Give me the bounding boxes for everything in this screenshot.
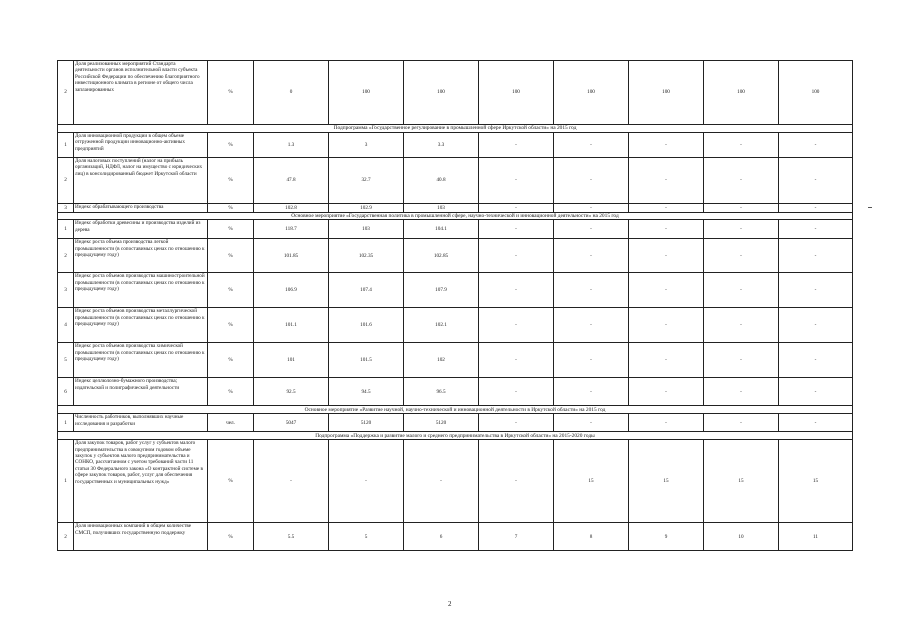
value-cell: 15 (779, 440, 853, 523)
value-cell: 8 (554, 523, 629, 551)
value-cell: - (479, 273, 554, 308)
value-cell: - (779, 273, 853, 308)
row-number: 1 (58, 414, 74, 432)
row-number: 2 (58, 158, 74, 204)
value-cell: 11 (779, 523, 853, 551)
row-number: 1 (58, 440, 74, 523)
value-cell: - (629, 220, 704, 239)
indicator-row (58, 343, 853, 378)
section-title: Подпрограмма «Поддержка и развитие малого и среднего предпринимательства в Иркутской области» на 2015-2020 годы (58, 432, 853, 440)
value-cell: 102 (404, 343, 479, 378)
value-cell: 101.6 (329, 308, 404, 343)
unit-cell: % (208, 440, 254, 523)
unit-cell: % (208, 378, 254, 406)
indicator-row (58, 158, 853, 204)
value-cell: - (704, 378, 779, 406)
value-cell: 5047 (254, 414, 329, 432)
indicator-name: Индекс роста объемов производства металлургической промышленности (в сопоставимых ценах по отношению к предыдущему году) (74, 308, 208, 343)
value-cell: - (479, 239, 554, 273)
value-cell: 100 (629, 61, 704, 125)
value-cell: - (629, 273, 704, 308)
section-row (58, 125, 853, 133)
value-cell: 102.8 (254, 204, 329, 213)
value-cell: 100 (404, 61, 479, 125)
value-cell: - (479, 220, 554, 239)
value-cell: 118.7 (254, 220, 329, 239)
value-cell: - (554, 239, 629, 273)
value-cell: - (554, 414, 629, 432)
value-cell: - (704, 133, 779, 158)
value-cell: 15 (629, 440, 704, 523)
value-cell: - (629, 133, 704, 158)
value-cell: - (629, 414, 704, 432)
indicator-name: Доля налоговых поступлений (налог на прибыль организаций, НДФЛ, налог на имущество с юридических лиц) в консолидированный бюджет Иркутской области (74, 158, 208, 204)
value-cell: 10 (704, 523, 779, 551)
value-cell: 5120 (329, 414, 404, 432)
unit-cell: % (208, 133, 254, 158)
value-cell: - (254, 440, 329, 523)
unit-cell: % (208, 523, 254, 551)
value-cell: 5120 (404, 414, 479, 432)
value-cell: - (779, 343, 853, 378)
value-cell: - (629, 378, 704, 406)
value-cell: 101.85 (254, 239, 329, 273)
value-cell: 102.35 (329, 239, 404, 273)
value-cell: - (554, 273, 629, 308)
value-cell: - (704, 220, 779, 239)
page-number: 2 (448, 600, 452, 608)
value-cell: - (779, 239, 853, 273)
value-cell: 40.8 (404, 158, 479, 204)
value-cell: 102.1 (404, 308, 479, 343)
indicator-name: Доля закупок товаров, работ услуг у субъектов малого предпринимательства в совокупном годовом объеме закупок у субъектов малого предпринимательства и СОНКО, рассчитанном с учетом требований части 11 статьи 30 Федерального закона «О контрактной системе в сфере закупок товаров, работ, услуг для обеспечения государственных и муниципальных нужд» (74, 440, 208, 523)
value-cell: - (329, 440, 404, 523)
indicator-name: Доля инновационных компаний в общем количестве СМСП, получивших государственную поддержку (74, 523, 208, 551)
value-cell: 101 (254, 343, 329, 378)
unit-cell: % (208, 343, 254, 378)
value-cell: - (554, 158, 629, 204)
unit-cell: % (208, 308, 254, 343)
value-cell: 3.3 (404, 133, 479, 158)
indicator-name: Индекс роста объема производства легкой промышленности (в сопоставимых ценах по отношению к предыдущему году) (74, 239, 208, 273)
value-cell: 100 (329, 61, 404, 125)
value-cell: - (554, 133, 629, 158)
value-cell: 7 (479, 523, 554, 551)
value-cell: - (704, 343, 779, 378)
value-cell: 103 (404, 204, 479, 213)
value-cell: 96.5 (404, 378, 479, 406)
value-cell: 106.9 (254, 273, 329, 308)
value-cell: - (554, 378, 629, 406)
value-cell: - (704, 204, 779, 213)
value-cell: - (779, 308, 853, 343)
indicator-name: Доля инновационной продукции в общем объеме отгруженной продукции инновационно-активных предприятий (74, 133, 208, 158)
indicator-name: Индекс роста объемов производства химической промышленности (в сопоставимых ценах по отношению к предыдущему году) (74, 343, 208, 378)
value-cell: 92.5 (254, 378, 329, 406)
indicator-row (58, 239, 853, 273)
value-cell: 47.8 (254, 158, 329, 204)
unit-cell: % (208, 220, 254, 239)
indicator-name: Индекс роста объемов производства машиностроительной промышленности (в сопоставимых ценах по отношению к предыдущему году) (74, 273, 208, 308)
value-cell: 102.85 (404, 239, 479, 273)
value-cell: - (479, 308, 554, 343)
unit-cell: % (208, 204, 254, 213)
section-row (58, 213, 853, 220)
value-cell: - (704, 414, 779, 432)
value-cell: - (629, 239, 704, 273)
indicator-row (58, 414, 853, 432)
indicators-table (57, 60, 853, 551)
indicator-row (58, 204, 853, 213)
value-cell: 9 (629, 523, 704, 551)
value-cell: - (704, 239, 779, 273)
row-number: 1 (58, 220, 74, 239)
row-number: 3 (58, 273, 74, 308)
value-cell: 102.9 (329, 204, 404, 213)
section-row (58, 432, 853, 440)
indicator-row (58, 378, 853, 406)
value-cell: - (779, 414, 853, 432)
value-cell: 100 (554, 61, 629, 125)
unit-cell: % (208, 239, 254, 273)
value-cell: - (629, 158, 704, 204)
value-cell: - (704, 308, 779, 343)
indicator-row (58, 133, 853, 158)
value-cell: - (479, 343, 554, 378)
value-cell: - (704, 273, 779, 308)
value-cell: 107.9 (404, 273, 479, 308)
value-cell: 0 (254, 61, 329, 125)
value-cell: - (554, 204, 629, 213)
indicator-name: Доля реализованных мероприятий Стандарта деятельности органов исполнительной власти субъекта Российской Федерации по обеспечению благоприятного инвестиционного климата в регионе от общего числа запланированных (74, 61, 208, 125)
value-cell: - (779, 158, 853, 204)
value-cell: 3 (329, 133, 404, 158)
value-cell: - (479, 378, 554, 406)
value-cell: - (554, 220, 629, 239)
value-cell: 103 (329, 220, 404, 239)
unit-cell: % (208, 158, 254, 204)
value-cell: 107.4 (329, 273, 404, 308)
value-cell: 15 (554, 440, 629, 523)
value-cell: 100 (779, 61, 853, 125)
value-cell: 6 (404, 523, 479, 551)
value-cell: - (629, 343, 704, 378)
section-title: Подпрограмма «Государственное регулирование в промышленной сфере Иркутской области» на 2015 год (58, 125, 853, 133)
row-number: 2 (58, 239, 74, 273)
indicator-row (58, 308, 853, 343)
indicators-table-body (58, 61, 853, 551)
value-cell: - (479, 414, 554, 432)
value-cell: 5 (329, 523, 404, 551)
row-number: 6 (58, 378, 74, 406)
value-cell: 100 (479, 61, 554, 125)
value-cell: - (479, 133, 554, 158)
row-number: 5 (58, 343, 74, 378)
indicator-row (58, 440, 853, 523)
unit-cell: чел. (208, 414, 254, 432)
row-number: 2 (58, 61, 74, 125)
value-cell: - (404, 440, 479, 523)
value-cell: - (554, 343, 629, 378)
row-number: 2 (58, 523, 74, 551)
indicator-name: Численность работников, выполнявших научные исследования и разработки (74, 414, 208, 432)
row-number: 3 (58, 204, 74, 213)
section-title: Основное мероприятие «Государственная политика в промышленной сфере, научно-технической и инновационной деятельности» на 2015 год (58, 213, 853, 220)
unit-cell: % (208, 61, 254, 125)
value-cell: 100 (704, 61, 779, 125)
value-cell: - (779, 220, 853, 239)
row-number: 4 (58, 308, 74, 343)
value-cell: - (629, 204, 704, 213)
value-cell: - (704, 158, 779, 204)
value-cell: - (779, 378, 853, 406)
section-row (58, 406, 853, 414)
value-cell: 101.1 (254, 308, 329, 343)
value-cell: - (479, 440, 554, 523)
indicator-row (58, 273, 853, 308)
value-cell: 94.5 (329, 378, 404, 406)
value-cell: 101.5 (329, 343, 404, 378)
value-cell: 32.7 (329, 158, 404, 204)
indicator-name: Индекс целлюлозно-бумажного производства; издательской и полиграфической деятельности (74, 378, 208, 406)
value-cell: - (779, 204, 853, 213)
value-cell: - (554, 308, 629, 343)
value-cell: - (479, 158, 554, 204)
value-cell: - (629, 308, 704, 343)
value-cell: - (779, 133, 853, 158)
value-cell: 5.5 (254, 523, 329, 551)
value-cell: - (479, 204, 554, 213)
indicator-name: Индекс обрабатывающего производства (74, 204, 208, 213)
indicator-name: Индекс обработки древесины и производства изделий из дерева (74, 220, 208, 239)
value-cell: 104.1 (404, 220, 479, 239)
margin-mark (868, 207, 872, 208)
value-cell: 15 (704, 440, 779, 523)
section-title: Основное мероприятие «Развитие научной, научно-технической и инновационной деятельности в Иркутской области» на 2015 год (58, 406, 853, 414)
row-number: 1 (58, 133, 74, 158)
indicator-row (58, 523, 853, 551)
indicator-row (58, 220, 853, 239)
value-cell: 1.3 (254, 133, 329, 158)
unit-cell: % (208, 273, 254, 308)
indicator-row (58, 61, 853, 125)
